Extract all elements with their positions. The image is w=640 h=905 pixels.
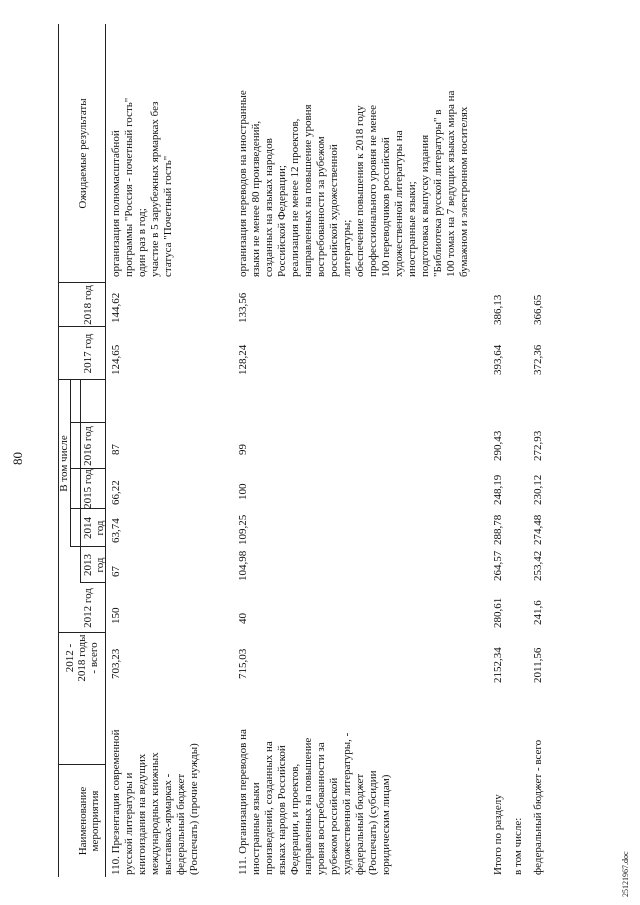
line: федеральный бюджет <box>354 773 366 875</box>
row-2015: 66,22 <box>110 480 122 505</box>
header-name: Наименование мероприятия <box>77 786 101 856</box>
row-results <box>110 25 175 277</box>
line: профессионального уровня не менее <box>367 105 379 277</box>
row-2016: 290,43 <box>492 430 504 461</box>
header-year-2018: 2018 год <box>82 285 94 325</box>
line: иностранные языки; <box>406 181 418 277</box>
line: рубежом российской <box>328 777 340 875</box>
row-2014: 288,78 <box>492 514 504 545</box>
row-2013: 253,42 <box>532 550 544 581</box>
row-2013: 104,98 <box>237 550 249 581</box>
row-2014: 274,48 <box>532 514 544 545</box>
line: иностранные языки <box>250 782 262 875</box>
row-2017: 124,65 <box>110 344 122 375</box>
row-2016: 272,93 <box>532 430 544 461</box>
line: востребованности за рубежом <box>315 136 327 277</box>
line: организация переводов на иностранные <box>237 90 249 277</box>
header-year-2015: 2015 год <box>82 469 94 509</box>
line: Российской Федерации; <box>276 165 288 277</box>
row-total: 2152,34 <box>492 647 504 683</box>
line: книгоиздания на ведущих <box>136 753 148 875</box>
row-2016: 99 <box>237 444 249 455</box>
line: произведений, созданных на <box>263 741 275 875</box>
row-2015: 100 <box>237 483 249 500</box>
line: "Библиотека русской литературы" в <box>432 109 444 277</box>
header-year-2017: 2017 год <box>82 333 94 374</box>
line: организация полномасштабной <box>110 130 122 277</box>
page-number: 80 <box>10 452 25 465</box>
row-2013: 264,57 <box>492 550 504 581</box>
line: один раз в год; <box>136 208 148 277</box>
line: Федерации, и проектов, <box>289 763 301 875</box>
header-year-2012: 2012 год <box>82 588 94 628</box>
line: статуса "Почетный гость" <box>162 155 174 277</box>
line: российской художественной <box>328 144 340 277</box>
row-2012: 241,6 <box>532 600 544 625</box>
line: созданных на языках народов <box>263 138 275 277</box>
row-total: 703,23 <box>110 648 122 679</box>
header-total: 2012 - 2018 годы - всего <box>64 634 100 682</box>
row-name <box>110 695 201 875</box>
row-2016: 87 <box>110 444 122 455</box>
row-name <box>237 695 393 875</box>
line: (Роспечать) (субсидии <box>367 770 379 875</box>
row-total: 2011,56 <box>532 647 544 683</box>
line: русской литературы и <box>123 772 135 875</box>
row-name: Итого по разделу <box>492 794 504 875</box>
row-2015: 248,19 <box>492 474 504 505</box>
row-2017: 393,64 <box>492 344 504 375</box>
row-name: в том числе: <box>512 817 524 875</box>
header-results: Ожидаемые результаты <box>77 98 89 209</box>
row-name: федеральный бюджет - всего <box>532 739 544 875</box>
line: уровня востребованности за <box>315 742 327 875</box>
line: 110. Презентация современной <box>110 729 122 875</box>
line: языки не менее 80 произведений, <box>250 120 262 277</box>
line: бумажном и электронном носителях <box>458 106 470 277</box>
line: художественной литературы, - <box>341 732 353 875</box>
grid-line <box>80 380 81 583</box>
grid-line <box>105 24 106 877</box>
row-2014: 63,74 <box>110 518 122 543</box>
header-year-2014: 2014 год <box>82 517 106 539</box>
row-2014: 109,25 <box>237 514 249 545</box>
line: направленных на повышение <box>302 737 314 875</box>
grid-line <box>70 380 71 547</box>
row-2012: 150 <box>110 607 122 624</box>
row-2018: 144,62 <box>110 292 122 323</box>
line: обеспечение повышения к 2018 году <box>354 105 366 277</box>
line: художественной литературы на <box>393 130 405 277</box>
line: юридическим лицам) <box>380 774 392 875</box>
row-total: 715,03 <box>237 648 249 679</box>
line: направленных на повышение уровня <box>302 104 314 277</box>
row-2012: 280,61 <box>492 597 504 628</box>
row-2012: 40 <box>237 613 249 624</box>
line: реализация не менее 12 проектов, <box>289 118 301 277</box>
line: 100 томах на 7 ведущих языках мира на <box>445 90 457 277</box>
line: программы "Россия - почетный гость" <box>123 97 135 277</box>
line: языках народов Российской <box>276 745 288 875</box>
row-2015: 230,12 <box>532 474 544 505</box>
row-2018: 386,13 <box>492 294 504 325</box>
line: подготовка к выпуску издания <box>419 134 431 277</box>
header-year-2013: 2013 год <box>82 554 106 576</box>
header-year-2016: 2016 год <box>82 426 94 466</box>
line: международных книжных <box>149 752 161 875</box>
row-2013: 67 <box>110 566 122 577</box>
row-2018: 133,56 <box>237 292 249 323</box>
line: выставках-ярмарках - <box>162 773 174 875</box>
line: 111. Организация переводов на <box>237 729 249 875</box>
line: участие в 5 зарубежных ярмарках без <box>149 101 161 277</box>
row-2018: 366,65 <box>532 294 544 325</box>
line: (Роспечать) (прочие нужды) <box>188 743 200 875</box>
footer-doc-code: 25121967.doc <box>621 851 630 897</box>
line: 100 переводчиков российской <box>380 137 392 277</box>
header-in-that: В том числе <box>58 435 70 492</box>
line: федеральный бюджет <box>175 773 187 875</box>
row-results <box>237 25 471 277</box>
row-2017: 128,24 <box>237 344 249 375</box>
line: литературы; <box>341 219 353 277</box>
row-2017: 372,36 <box>532 344 544 375</box>
